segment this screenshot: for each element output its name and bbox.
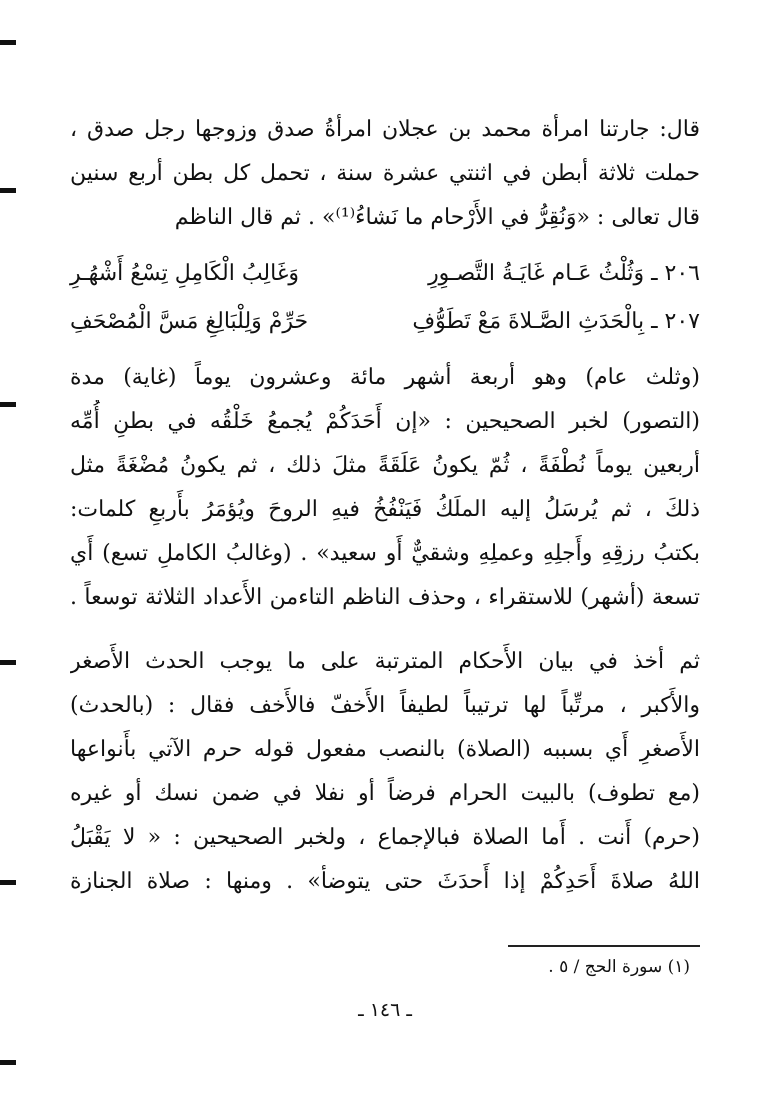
text-line: (حرم) أَنت . أَما الصلاة فبالإجماع ، ولخبر الصحيحين : « لا يَقْبَلُ	[70, 825, 700, 850]
footnote-divider	[508, 945, 700, 947]
text-line: (مع تطوف) بالبيت الحرام فرضاً أو نفلا في ضمن نسك أو غيره	[70, 781, 700, 806]
margin-mark	[0, 402, 16, 407]
text-line: تسعة (أشهر) للاستقراء ، وحذف الناظم التاءمن الأَعداد الثلاثة توسعاً .	[70, 585, 700, 610]
page-number: ـ ١٤٦ ـ	[358, 999, 412, 1021]
text-line: أربعين يوماً نُطْفَةً ، ثُمّ يكونُ عَلَقَةً مثلَ ذلك ، ثم يكونُ مُضْغَةً مثل	[70, 453, 700, 478]
text-line: ذلكَ ، ثم يُرسَلُ إليه الملَكُ فَيَنْفُخُ فيهِ الروحَ ويُؤمَرُ بأَربعِ كلمات:	[70, 497, 700, 522]
margin-mark	[0, 188, 16, 193]
verse-first-hemistich: ٢٠٧ ـ بِالْحَدَثِ الصَّـلاةَ مَعْ تَطَوُّفِ	[412, 309, 700, 334]
text-line: (التصور) لخبر الصحيحين : «إن أَحَدَكُمْ يُجمعُ خَلْقُه في بطنِ أُمِّه	[70, 409, 700, 434]
text-line: قال تعالى : «وَنُقِرُّ في الأَرْحام ما نَشاءُ⁽¹⁾» . ثم قال الناظم	[174, 205, 700, 230]
text-line: (وثلث عام) وهو أربعة أشهر مائة وعشرون يوماً (غاية) مدة	[70, 365, 700, 390]
paragraph-1	[70, 108, 700, 240]
verse-206	[70, 252, 700, 296]
verse-207	[70, 300, 700, 344]
text-line: بكتبُ رزقِهِ وأَجلِهِ وعملِهِ وشقيٌّ أَو سعيد» . (وغالبُ الكاملِ تسع) أَي	[70, 541, 700, 566]
paragraph-2	[70, 356, 700, 620]
text-line: ثم أخذ في بيان الأَحكام المترتبة على ما يوجب الحدث الأَصغر	[70, 649, 700, 674]
text-line: حملت ثلاثة أبطن في اثنتي عشرة سنة ، تحمل كل بطن أربع سنين	[70, 161, 700, 186]
margin-mark	[0, 660, 16, 665]
text-line: والأَكبر ، مرتِّباً لها ترتيباً لطيفاً الأَخفّ فالأَخف فقال : (بالحدث)	[70, 693, 700, 718]
text-line: قال: جارتنا امرأة محمد بن عجلان امرأةُ صدق وزوجها رجل صدق ،	[70, 117, 700, 142]
footnote: (١) سورة الحج / ٥ .	[548, 957, 690, 977]
margin-mark	[0, 1060, 16, 1065]
verse-first-hemistich: ٢٠٦ ـ وَثُلْثُ عَـام غَايَـةُ التَّصـوِرِ	[428, 261, 700, 286]
text-line: اللهُ صلاةَ أَحَدِكُمْ إذا أَحدَثَ حتى يتوضأ» . ومنها : صلاة الجنازة	[70, 869, 700, 894]
paragraph-3	[70, 640, 700, 904]
margin-mark	[0, 40, 16, 45]
verse-second-hemistich: وَغَالِبُ الْكَامِلِ تِسْعُ أَشْهُـرِ	[70, 261, 299, 286]
margin-mark	[0, 880, 16, 885]
verse-second-hemistich: حَرِّمْ وَلِلْبَالِغِ مَسَّ الْمُصْحَفِ	[70, 309, 309, 334]
text-line: الأَصغرِ أَي بسببه (الصلاة) بالنصب مفعول قوله حرم الآتي بأَنواعها	[70, 737, 700, 762]
